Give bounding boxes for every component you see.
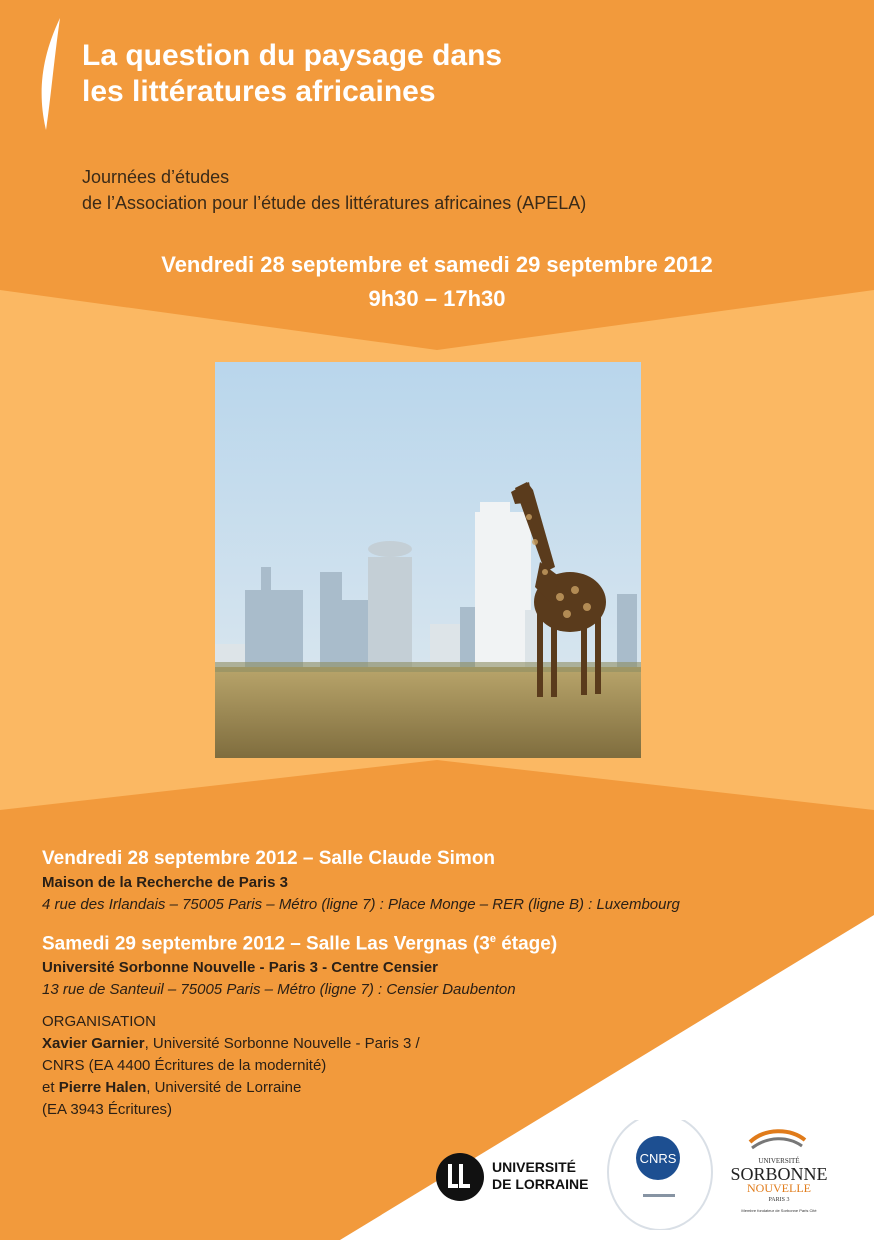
saturday-heading-text: Samedi 29 septembre 2012 – Salle Las Vergnas (3 (42, 933, 490, 955)
sorbonne-nouvelle-logo (730, 1131, 827, 1213)
sorbonne-sub: NOUVELLE (747, 1181, 811, 1195)
organisation-label: ORGANISATION (42, 1013, 156, 1031)
session-saturday-heading (42, 926, 852, 957)
organiser-conjunction: et (42, 1079, 59, 1097)
title-line-1: La question du paysage dans (82, 39, 503, 72)
session-saturday-address: 13 rue de Santeuil – 75005 Paris – Métro (ligne 7) : Censier Daubenton (42, 981, 516, 999)
universite-lorraine-logo (436, 1153, 588, 1201)
lorraine-line-1: UNIVERSITÉ (492, 1159, 577, 1175)
dates-line-2: 9h30 – 17h30 (368, 286, 506, 311)
sorbonne-city: PARIS 3 (768, 1197, 790, 1203)
partner-logos (430, 1120, 850, 1230)
lorraine-line-2: DE LORRAINE (492, 1176, 589, 1192)
session-saturday-venue: Université Sorbonne Nouvelle - Paris 3 - Centre Censier (42, 959, 438, 977)
organiser-1-name: Xavier Garnier (42, 1035, 145, 1053)
saturday-heading-end: étage) (495, 933, 558, 955)
title-line-2: les littératures africaines (82, 75, 436, 108)
poster-subtitle (82, 164, 586, 216)
session-saturday (42, 926, 852, 1001)
organiser-2-affiliation-2: (EA 3943 Écritures) (42, 1101, 173, 1119)
organiser-2-name: Pierre Halen (58, 1079, 147, 1097)
subtitle-line-2: de l’Association pour l’étude des littératures africaines (APELA) (82, 193, 587, 213)
subtitle-line-1: Journées d’études (82, 167, 230, 187)
saturday-heading-sup: e (489, 933, 496, 945)
organiser-1-affiliation: , Université Sorbonne Nouvelle - Paris 3 / (144, 1035, 420, 1053)
organiser-2-affiliation: , Université de Lorraine (146, 1079, 302, 1097)
session-friday (42, 846, 852, 916)
session-friday-address: 4 rue des Irlandais – 75005 Paris – Métro (ligne 7) : Place Monge – RER (ligne B) : Luxembourg (42, 896, 680, 913)
session-friday-venue: Maison de la Recherche de Paris 3 (42, 874, 288, 891)
cnrs-text: CNRS (639, 1151, 677, 1166)
dates-line-1: Vendredi 28 septembre et samedi 29 septembre 2012 (161, 252, 713, 277)
organiser-1-line (42, 1033, 852, 1055)
event-dates (0, 248, 874, 316)
giraffe-skyline-photo (215, 362, 641, 758)
sorbonne-top: UNIVERSITÉ (758, 1157, 800, 1165)
organisation-block (42, 1011, 852, 1121)
cnrs-logo (608, 1120, 712, 1230)
event-details (42, 846, 852, 1121)
session-friday-heading: Vendredi 28 septembre 2012 – Salle Claude Simon (42, 848, 496, 869)
sorbonne-note: Membre fondateur de Sorbonne Paris Cité (741, 1208, 817, 1213)
organiser-1-affiliation-2: CNRS (EA 4400 Écritures de la modernité) (42, 1057, 327, 1075)
poster-title (82, 38, 502, 110)
sorbonne-main: SORBONNE (730, 1164, 828, 1184)
organiser-2-line (42, 1077, 852, 1099)
